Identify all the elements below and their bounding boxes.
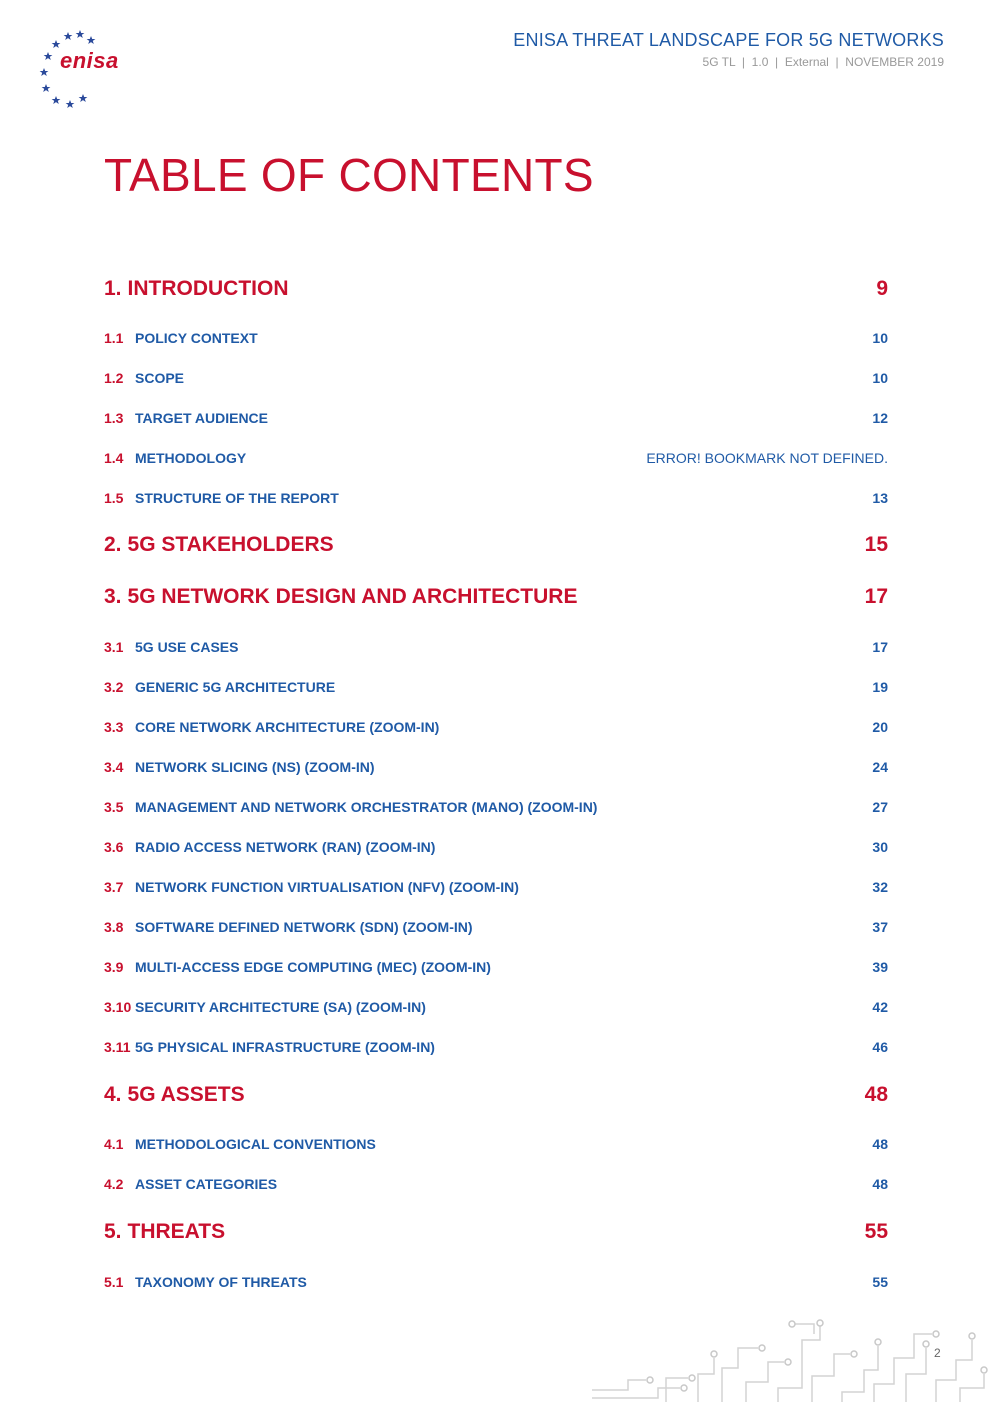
toc-entry-page: 32 <box>872 879 888 895</box>
toc-entry-page: 24 <box>872 759 888 775</box>
toc-entry-label: TAXONOMY OF THREATS <box>135 1274 307 1290</box>
toc-entry[interactable] <box>104 917 888 937</box>
toc-entry-label: METHODOLOGY <box>135 450 247 466</box>
toc-entry-page: 30 <box>872 839 888 855</box>
circuit-decoration-icon <box>588 1318 992 1403</box>
toc-entry-label: MANAGEMENT AND NETWORK ORCHESTRATOR (MANO) (ZOOM-IN) <box>135 799 598 815</box>
toc-entry-number: 3.7 <box>104 879 124 895</box>
toc-entry-number: 1.3 <box>104 410 124 426</box>
document-title: ENISA THREAT LANDSCAPE FOR 5G NETWORKS <box>513 30 944 50</box>
toc-entry-label: METHODOLOGICAL CONVENTIONS <box>135 1136 376 1152</box>
toc-entry[interactable] <box>104 488 888 508</box>
toc-entry-page: 48 <box>864 1083 888 1106</box>
toc-entry[interactable] <box>104 368 888 388</box>
toc-entry-number: 4.2 <box>104 1176 124 1192</box>
toc-entry[interactable] <box>104 717 888 737</box>
document-meta: 5G TL | 1.0 | External | NOVEMBER 2019 <box>702 55 944 69</box>
toc-entry[interactable] <box>104 957 888 977</box>
toc-entry-page: 17 <box>872 639 888 655</box>
toc-entry-label: 5G STAKEHOLDERS <box>127 533 334 556</box>
toc-entry-number: 1.5 <box>104 490 124 506</box>
toc-entry[interactable] <box>104 530 888 560</box>
page-number: 2 <box>934 1346 941 1360</box>
toc-entry-number: 3.10 <box>104 999 132 1015</box>
toc-entry[interactable] <box>104 1217 888 1247</box>
toc-entry-label: RADIO ACCESS NETWORK (RAN) (ZOOM-IN) <box>135 839 436 855</box>
toc-entry-page: 55 <box>864 1220 888 1243</box>
toc-entry-page: 13 <box>872 490 888 506</box>
toc-entry-number: 4.1 <box>104 1136 124 1152</box>
enisa-wordmark: enisa <box>60 48 119 73</box>
toc-entry-number: 1.2 <box>104 370 124 386</box>
toc-entry-page: 48 <box>872 1136 888 1152</box>
toc-entry[interactable] <box>104 797 888 817</box>
toc-entry-label: 5G ASSETS <box>127 1083 245 1106</box>
toc-entry-number: 3.2 <box>104 679 124 695</box>
toc-entry-label: SECURITY ARCHITECTURE (SA) (ZOOM-IN) <box>135 999 426 1015</box>
toc-entry-number: 3.1 <box>104 639 124 655</box>
toc-entry-page: ERROR! BOOKMARK NOT DEFINED. <box>646 450 888 466</box>
toc-entry[interactable] <box>104 1037 888 1057</box>
toc-entry-number: 1.4 <box>104 450 124 466</box>
toc-entry[interactable] <box>104 448 888 468</box>
toc-entry-label: 5G USE CASES <box>135 639 239 655</box>
toc-entry-page: 42 <box>872 999 888 1015</box>
toc-entry-number: 5. <box>104 1220 122 1243</box>
toc-entry[interactable] <box>104 274 888 304</box>
toc-entry-page: 37 <box>872 919 888 935</box>
toc-entry-label: SOFTWARE DEFINED NETWORK (SDN) (ZOOM-IN) <box>135 919 473 935</box>
page-title: TABLE OF CONTENTS <box>104 149 594 201</box>
toc-entry-label: GENERIC 5G ARCHITECTURE <box>135 679 336 695</box>
toc-entry-label: THREATS <box>127 1220 226 1243</box>
toc-entry-number: 1.1 <box>104 330 124 346</box>
toc-entry[interactable] <box>104 1174 888 1194</box>
toc-entry-label: SCOPE <box>135 370 185 386</box>
toc-entry-page: 15 <box>864 533 888 556</box>
toc-entry[interactable] <box>104 677 888 697</box>
enisa-logo <box>28 26 124 116</box>
toc-entry-number: 2. <box>104 533 122 556</box>
toc-entry-label: STRUCTURE OF THE REPORT <box>135 490 339 506</box>
toc-entry-number: 3.4 <box>104 759 124 775</box>
toc-entry-page: 20 <box>872 719 888 735</box>
toc-entry-label: POLICY CONTEXT <box>135 330 258 346</box>
toc-entry[interactable] <box>104 637 888 657</box>
toc-entry[interactable] <box>104 997 888 1017</box>
toc-entry-page: 46 <box>872 1039 888 1055</box>
toc-entry-page: 27 <box>872 799 888 815</box>
toc-entry-page: 17 <box>864 585 888 608</box>
toc-entry-label: 5G NETWORK DESIGN AND ARCHITECTURE <box>127 585 578 608</box>
toc-entry[interactable] <box>104 1134 888 1154</box>
toc-entry-page: 19 <box>872 679 888 695</box>
toc-entry[interactable] <box>104 757 888 777</box>
document-header <box>513 30 944 69</box>
toc-entry-label: NETWORK SLICING (NS) (ZOOM-IN) <box>135 759 375 775</box>
toc-entry-label: 5G PHYSICAL INFRASTRUCTURE (ZOOM-IN) <box>135 1039 435 1055</box>
toc-entry[interactable] <box>104 837 888 857</box>
toc-entry-number: 3.8 <box>104 919 124 935</box>
toc-entry-number: 3.6 <box>104 839 124 855</box>
toc-entry-number: 1. <box>104 277 122 300</box>
toc-entry-number: 3.5 <box>104 799 124 815</box>
toc-entry-number: 3.3 <box>104 719 124 735</box>
toc-entry-page: 39 <box>872 959 888 975</box>
toc-entry-number: 3. <box>104 585 122 608</box>
toc-entry-number: 3.9 <box>104 959 124 975</box>
toc-entry-label: NETWORK FUNCTION VIRTUALISATION (NFV) (ZOOM-IN) <box>135 879 519 895</box>
toc-entry-label: ASSET CATEGORIES <box>135 1176 278 1192</box>
toc-entry-label: MULTI-ACCESS EDGE COMPUTING (MEC) (ZOOM-IN) <box>135 959 491 975</box>
toc-entry[interactable] <box>104 1272 888 1292</box>
toc-entry[interactable] <box>104 328 888 348</box>
toc-entry-page: 55 <box>872 1274 888 1290</box>
toc-entry-page: 9 <box>876 277 888 300</box>
toc-entry-label: INTRODUCTION <box>127 277 289 300</box>
toc-entry-page: 48 <box>872 1176 888 1192</box>
toc-entry-label: TARGET AUDIENCE <box>135 410 268 426</box>
toc-entry-page: 10 <box>872 370 888 386</box>
toc-entry[interactable] <box>104 582 888 612</box>
toc-entry-number: 5.1 <box>104 1274 124 1290</box>
toc-entry-number: 3.11 <box>104 1039 131 1055</box>
toc-entry[interactable] <box>104 1080 888 1110</box>
toc-entry-page: 12 <box>872 410 888 426</box>
toc-entry[interactable] <box>104 408 888 428</box>
toc-entry-label: CORE NETWORK ARCHITECTURE (ZOOM-IN) <box>135 719 440 735</box>
toc-entry[interactable] <box>104 877 888 897</box>
toc-entry-page: 10 <box>872 330 888 346</box>
toc-entry-number: 4. <box>104 1083 122 1106</box>
